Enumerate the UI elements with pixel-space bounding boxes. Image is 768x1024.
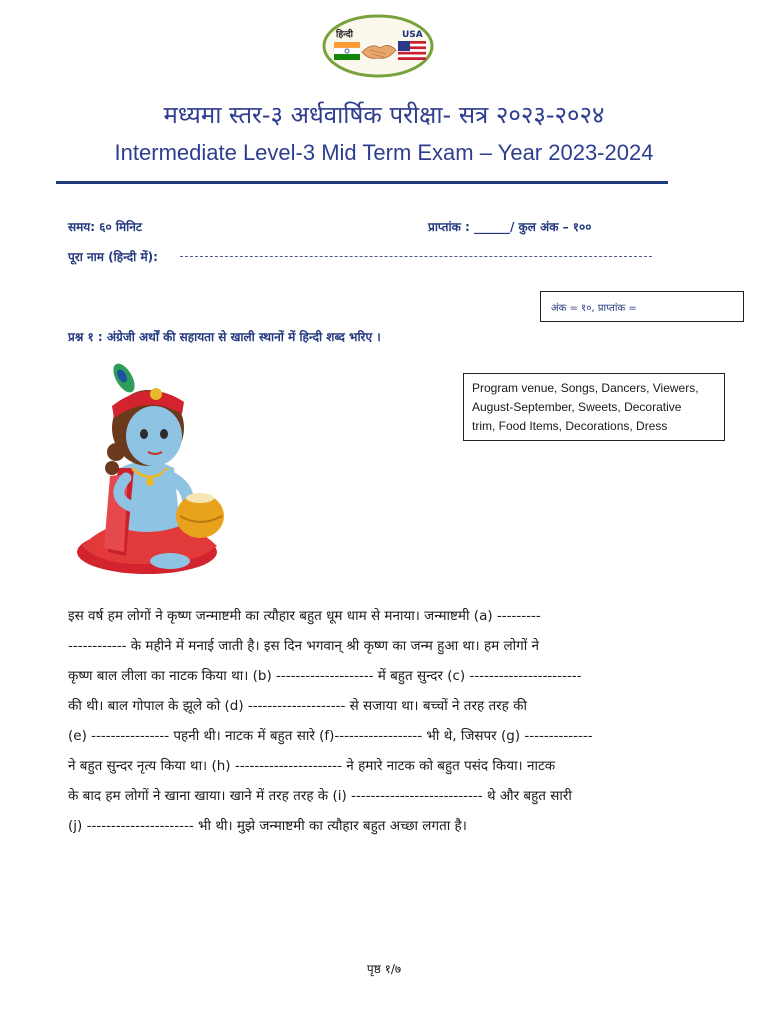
passage-line: ------------ के महीने में मनाई जाती है। इस दिन भगवान् श्री कृष्ण का जन्म हुआ था। हम लोगों ने <box>68 638 540 654</box>
question-heading: प्रश्न १ : अंग्रेजी अर्थों की सहायता से खाली स्थानों में हिन्दी शब्द भरिए । <box>68 330 381 344</box>
exam-time: समय: ६० मिनिट <box>68 220 142 234</box>
page-number: पृष्ठ १/७ <box>366 962 402 976</box>
word-bank-box <box>463 373 725 441</box>
passage-line: ने बहुत सुन्दर नृत्य किया था। (h) ---------------------- ने हमारे नाटक को बहुत पसंद किया। नाटक <box>68 758 556 774</box>
passage-line: की थी। बाल गोपाल के झूले को (d) -------------------- से सजाया था। बच्चों ने तरह तरह की <box>68 698 527 714</box>
passage-line: इस वर्ष हम लोगों ने कृष्ण जन्माष्टमी का त्यौहार बहुत धूम धाम से मनाया। जन्माष्टमी (a) --------- <box>68 608 541 624</box>
header-divider <box>56 181 668 184</box>
word-bank-line: Program venue, Songs, Dancers, Viewers, <box>472 381 699 395</box>
page-title-hindi: मध्यमा स्तर-३ अर्धवार्षिक परीक्षा- सत्र २०२३-२०२४ <box>163 101 605 129</box>
name-line <box>180 256 652 257</box>
word-bank-line: trim, Food Items, Decorations, Dress <box>472 419 668 433</box>
passage-line: के बाद हम लोगों ने खाना खाया। खाने में तरह तरह के (i) --------------------------- थे और बहुत सारी <box>68 788 572 804</box>
marks-box <box>540 291 744 322</box>
word-bank-line: August-September, Sweets, Decorative <box>472 400 682 414</box>
page-title-english: Intermediate Level-3 Mid Term Exam – Year 2023-2024 <box>114 140 654 165</box>
baby-krishna-illustration <box>72 356 230 584</box>
logo-text: हिन्दी <box>336 30 354 40</box>
marks-text: अंक = १०, प्राप्तांक = <box>551 303 637 314</box>
logo-country: USA <box>402 30 423 40</box>
score-field: प्राप्तांक : ______/ कुल अंक – १०० <box>428 220 592 234</box>
handshake-flags-logo <box>322 14 434 78</box>
passage-line: (e) ---------------- पहनी थी। नाटक में बहुत सारे (f)------------------ भी थे, जिसपर (g) -------------- <box>68 728 593 744</box>
fill-in-passage <box>68 601 708 841</box>
passage-line: (j) ---------------------- भी थी। मुझे जन्माष्टमी का त्यौहार बहुत अच्छा लगता है। <box>68 818 467 834</box>
name-label: पूरा नाम (हिन्दी में): <box>68 250 158 264</box>
passage-line: कृष्ण बाल लीला का नाटक किया था। (b) -------------------- में बहुत सुन्दर (c) ----------------------- <box>68 668 582 684</box>
